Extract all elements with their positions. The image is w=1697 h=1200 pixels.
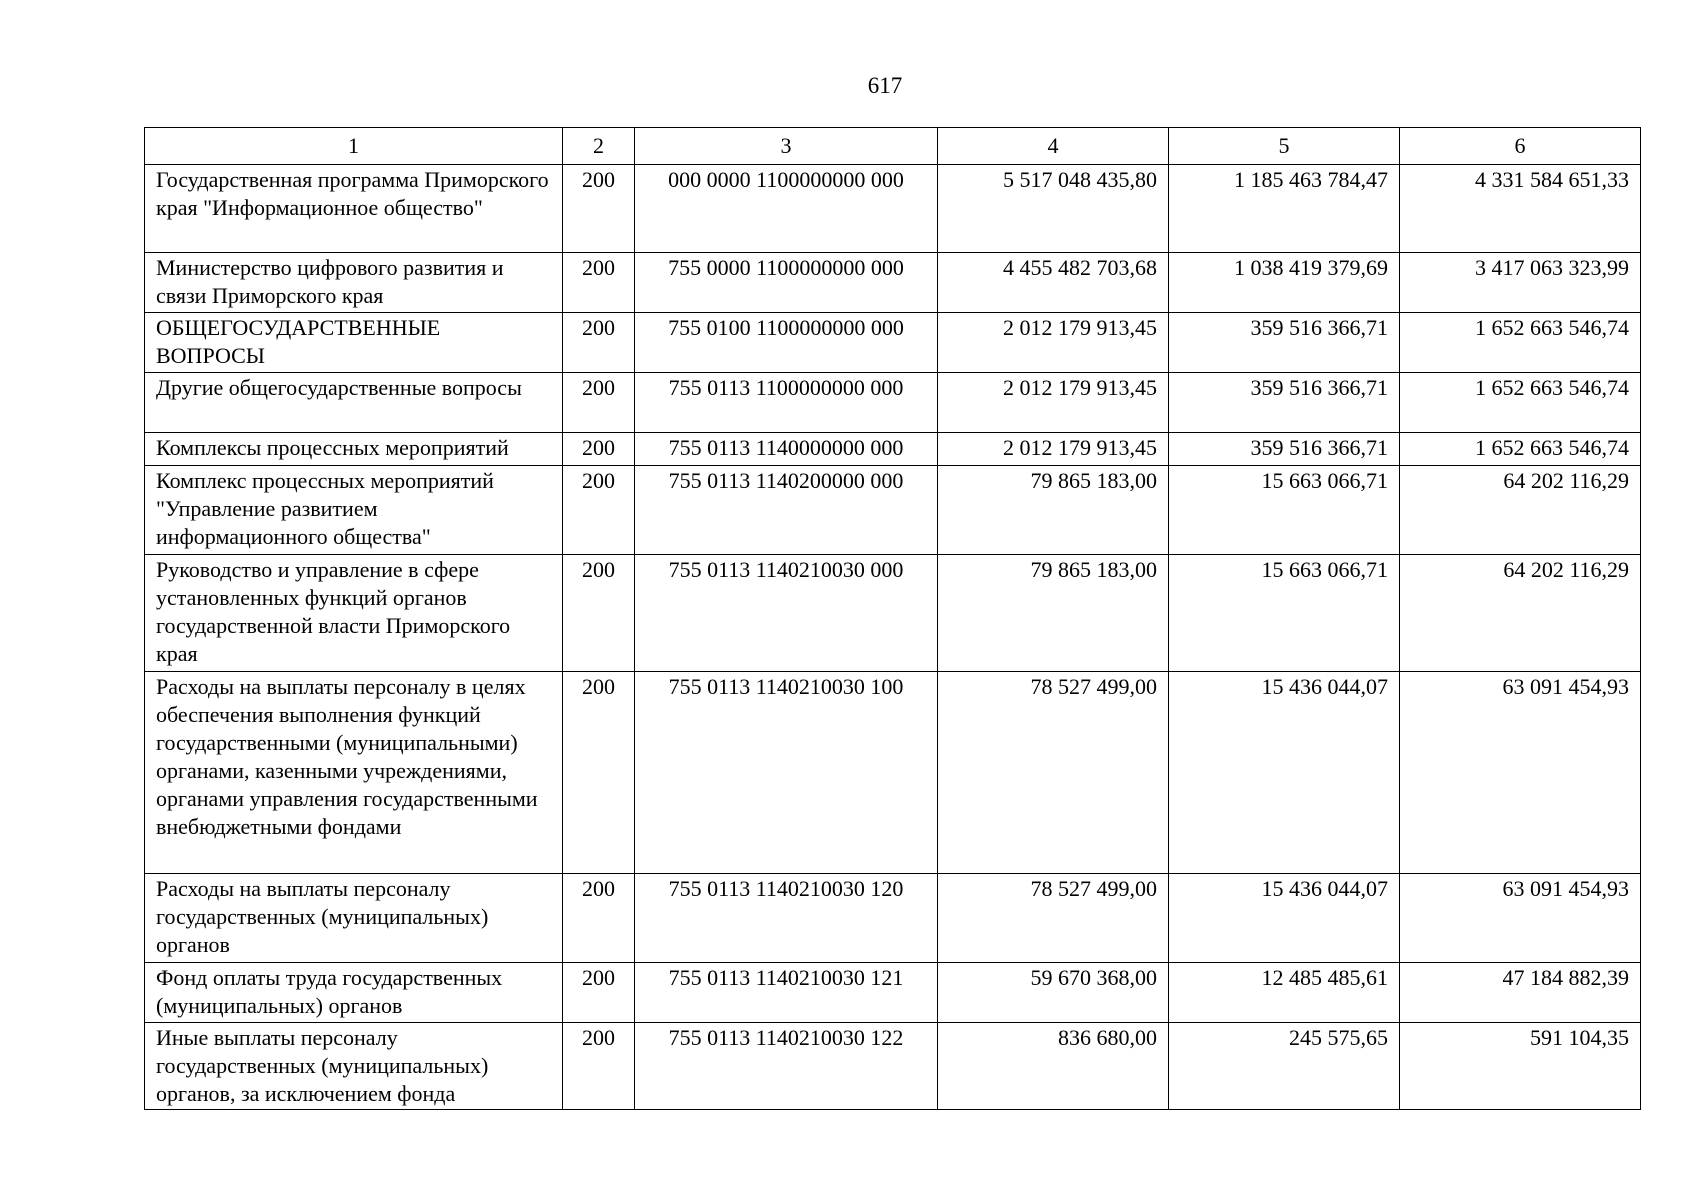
row-col4: 5 517 048 435,80 [938,165,1169,253]
row-classification: 755 0113 1140210030 120 [635,874,938,963]
row-name: Комплексы процессных мероприятий [145,433,563,466]
row-name: Министерство цифрового развития и связи Приморского края [145,253,563,313]
header-col-3: 3 [635,128,938,165]
table-row [145,373,1641,433]
row-col5: 15 436 044,07 [1169,874,1400,963]
row-col5: 12 485 485,61 [1169,963,1400,1023]
row-col5: 15 663 066,71 [1169,555,1400,672]
row-col6: 1 652 663 546,74 [1400,433,1641,466]
row-col6: 591 104,35 [1400,1023,1641,1110]
row-name: ОБЩЕГОСУДАРСТВЕННЫЕ ВОПРОСЫ [145,313,563,373]
row-code: 200 [563,874,635,963]
row-col6: 1 652 663 546,74 [1400,313,1641,373]
row-classification: 755 0113 1100000000 000 [635,373,938,433]
row-classification: 000 0000 1100000000 000 [635,165,938,253]
row-name: Фонд оплаты труда государственных (муниципальных) органов [145,963,563,1023]
row-col5: 1 038 419 379,69 [1169,253,1400,313]
row-code: 200 [563,672,635,874]
row-name: Другие общегосударственные вопросы [145,373,563,433]
row-code: 200 [563,165,635,253]
table-row [145,1023,1641,1110]
table-row [145,963,1641,1023]
row-code: 200 [563,963,635,1023]
row-col4: 2 012 179 913,45 [938,373,1169,433]
page-number: 617 [867,73,903,98]
row-col4: 2 012 179 913,45 [938,313,1169,373]
row-name: Расходы на выплаты персоналу в целях обеспечения выполнения функций государственными (муниципальными) органами, казенными учреждениями, органами управления государственными внебюджетными фондами [145,672,563,874]
row-code: 200 [563,253,635,313]
row-col5: 245 575,65 [1169,1023,1400,1110]
table-row [145,313,1641,373]
row-col6: 64 202 116,29 [1400,555,1641,672]
table-row [145,555,1641,672]
row-code: 200 [563,466,635,555]
row-code: 200 [563,373,635,433]
table-header-row [145,128,1641,165]
row-col6: 63 091 454,93 [1400,874,1641,963]
header-col-4: 4 [938,128,1169,165]
row-classification: 755 0113 1140000000 000 [635,433,938,466]
row-name: Государственная программа Приморского края "Информационное общество" [145,165,563,253]
row-code: 200 [563,1023,635,1110]
row-classification: 755 0113 1140200000 000 [635,466,938,555]
row-col4: 59 670 368,00 [938,963,1169,1023]
row-code: 200 [563,433,635,466]
row-col4: 836 680,00 [938,1023,1169,1110]
budget-table [144,127,1641,1110]
header-col-2: 2 [563,128,635,165]
table-row [145,253,1641,313]
table-row [145,433,1641,466]
row-code: 200 [563,313,635,373]
row-classification: 755 0113 1140210030 000 [635,555,938,672]
row-col5: 359 516 366,71 [1169,373,1400,433]
row-col4: 78 527 499,00 [938,672,1169,874]
table-row [145,672,1641,874]
row-col5: 359 516 366,71 [1169,313,1400,373]
row-col5: 359 516 366,71 [1169,433,1400,466]
row-classification: 755 0000 1100000000 000 [635,253,938,313]
table-row [145,466,1641,555]
row-col4: 79 865 183,00 [938,466,1169,555]
row-col4: 4 455 482 703,68 [938,253,1169,313]
row-name: Иные выплаты персоналу государственных (муниципальных) органов, за исключением фонда [145,1023,563,1110]
row-col6: 64 202 116,29 [1400,466,1641,555]
row-name: Расходы на выплаты персоналу государственных (муниципальных) органов [145,874,563,963]
row-col6: 4 331 584 651,33 [1400,165,1641,253]
row-col5: 15 663 066,71 [1169,466,1400,555]
row-col4: 79 865 183,00 [938,555,1169,672]
row-col4: 78 527 499,00 [938,874,1169,963]
row-classification: 755 0113 1140210030 121 [635,963,938,1023]
row-name: Комплекс процессных мероприятий "Управление развитием информационного общества" [145,466,563,555]
row-col5: 1 185 463 784,47 [1169,165,1400,253]
row-name: Руководство и управление в сфере установленных функций органов государственной власти Приморского края [145,555,563,672]
row-col6: 63 091 454,93 [1400,672,1641,874]
row-classification: 755 0113 1140210030 122 [635,1023,938,1110]
row-col6: 1 652 663 546,74 [1400,373,1641,433]
header-col-6: 6 [1400,128,1641,165]
table-row [145,874,1641,963]
header-col-5: 5 [1169,128,1400,165]
row-col6: 47 184 882,39 [1400,963,1641,1023]
table-row [145,165,1641,253]
row-col6: 3 417 063 323,99 [1400,253,1641,313]
row-code: 200 [563,555,635,672]
row-classification: 755 0100 1100000000 000 [635,313,938,373]
header-col-1: 1 [145,128,563,165]
row-col4: 2 012 179 913,45 [938,433,1169,466]
row-classification: 755 0113 1140210030 100 [635,672,938,874]
row-col5: 15 436 044,07 [1169,672,1400,874]
